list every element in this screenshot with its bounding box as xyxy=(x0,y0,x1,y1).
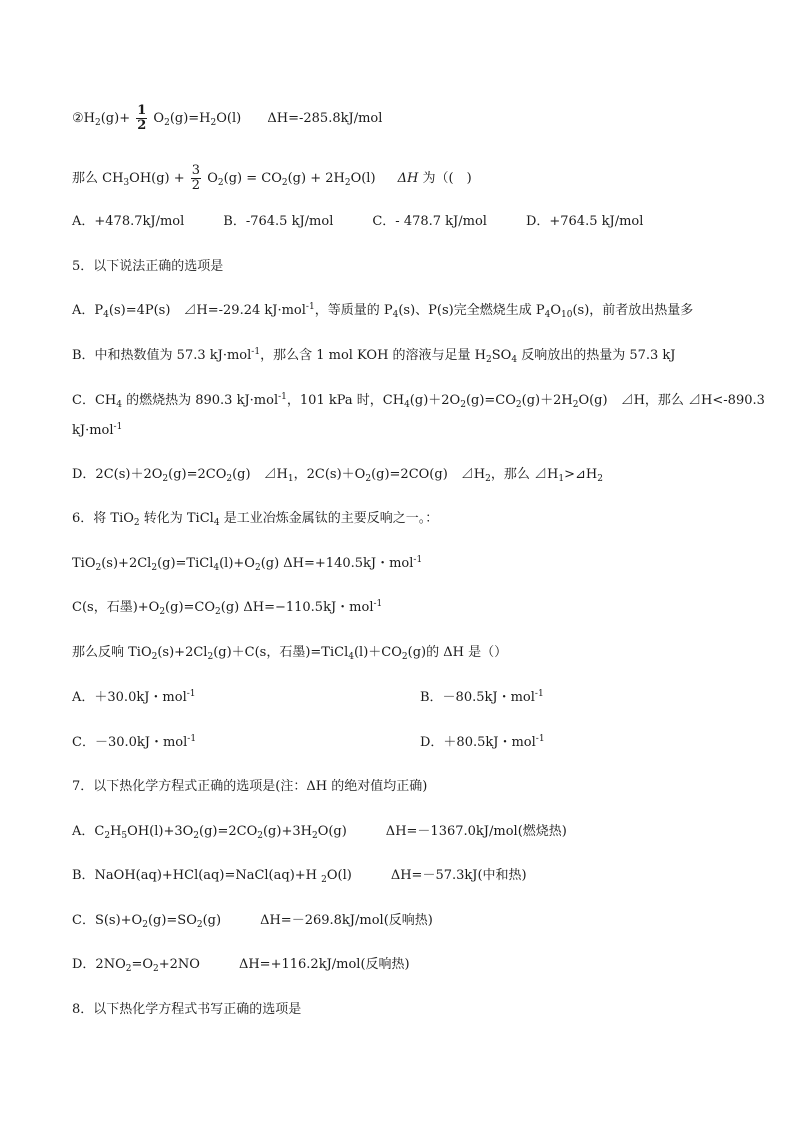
question-6-title: 6．将 TiO$_2$ 转化为 TiCl$_4$ 是工业冶炼金属钛的主要反响之一。： xyxy=(72,511,439,528)
question-8-title: 8．以下热化学方程式书写正确的选项是 xyxy=(72,1002,302,1017)
equation-h2-combustion: $②H_2(g)+$ $\frac{1}{2}$ $O_2(g)=H_2O(l)$ ΔH=-285.8kJ/mol xyxy=(72,103,383,133)
question-5-title: 5．以下说法正确的选项是 xyxy=(72,259,224,274)
question-6-equation-1: $TiO_2(s)+2Cl_2(g)=TiCl_4(l)+O_2(g)$ ΔH=+140.5kJ・mol$^{-1}$ xyxy=(72,555,423,573)
question-5-option-c-continued: kJ·mol$^{-1}$ xyxy=(72,422,123,438)
question-6-options-row-2 xyxy=(72,734,545,751)
question-7-option-a: A．$C_2H_5OH(l)+3O_2(g)=2CO_2(g)+3H_2O(g)$ ΔH=－1367.0kJ/mol(燃烧热) xyxy=(72,824,567,841)
option-b: B．－80.5kJ・mol$^{-1}$ xyxy=(420,689,544,705)
option-d: D．＋80.5kJ・mol$^{-1}$ xyxy=(420,734,545,750)
question-stem-methanol: 那么 $CH_3OH(g)$ + $\frac{3}{2}$ $O_2(g) = CO_2(g) + 2H_2O(l)$ ΔH 为（( ) xyxy=(72,163,472,193)
fraction-three-halves: $\frac{3}{2}$ xyxy=(191,163,201,193)
option-c: C．－30.0kJ・mol$^{-1}$ xyxy=(72,734,197,750)
question-7-option-b: B．NaOH(aq)+HCl(aq)=NaCl(aq)+H $_2$O(l) ΔH=－57.3kJ(中和热) xyxy=(72,868,527,885)
question-7-option-d: D．$2NO_2=O_2+2NO$ ΔH=+116.2kJ/mol(反响热) xyxy=(72,957,410,974)
question-5-option-c: C．$CH_4$ 的燃烧热为 890.3 kJ·mol$^{-1}$，101 kPa 时，$CH_4(g)+2O_2(g)=CO_2(g)+2H_2O(g)$ ⊿H，那么 ⊿H<-890.3 xyxy=(72,392,765,410)
question-5-option-a: A．$P_4(s)=4P(s)$ ⊿H=-29.24 kJ·mol$^{-1}$，等质量的 $P_4(s)$、P(s)完全燃烧生成 $P_4O_{10}(s)$，前者放出热量多 xyxy=(72,302,694,320)
question-4-options: A．+478.7kJ/mol B．-764.5 kJ/mol C．- 478.7 kJ/mol D．+764.5 kJ/mol xyxy=(72,214,644,229)
question-6-options-row-1 xyxy=(72,689,544,706)
question-5-option-d: D．$2C(s)+2O_2(g)=2CO_2(g)$ $⊿H_1$，$2C(s)+O_2(g)=2CO(g)$ $⊿H_2$，那么 $⊿H_1>⊿H_2$ xyxy=(72,467,603,484)
question-6-equation-2: C(s，石墨)$+O_2(g)=CO_2(g)$ ΔH=−110.5kJ・mol$^{-1}$ xyxy=(72,599,383,617)
question-6-stem: 那么反响 $TiO_2(s)+2Cl_2(g)+C(s$，石墨)$=TiCl_4(l)+CO_2(g)$的 ΔH 是（） xyxy=(72,645,508,662)
option-a: A．＋30.0kJ・mol$^{-1}$ xyxy=(72,689,196,705)
question-5-option-b: B．中和热数值为 57.3 kJ·mol$^{-1}$，那么含 1 mol KOH 的溶液与足量 $H_2SO_4$ 反响放出的热量为 57.3 kJ xyxy=(72,347,676,365)
question-7-title: 7．以下热化学方程式正确的选项是(注：ΔH 的绝对值均正确) xyxy=(72,779,428,794)
question-7-option-c: C．$S(s)+O_2(g)=SO_2(g)$ ΔH=－269.8kJ/mol(反响热) xyxy=(72,913,433,930)
fraction-one-half: $\frac{1}{2}$ xyxy=(137,103,147,133)
